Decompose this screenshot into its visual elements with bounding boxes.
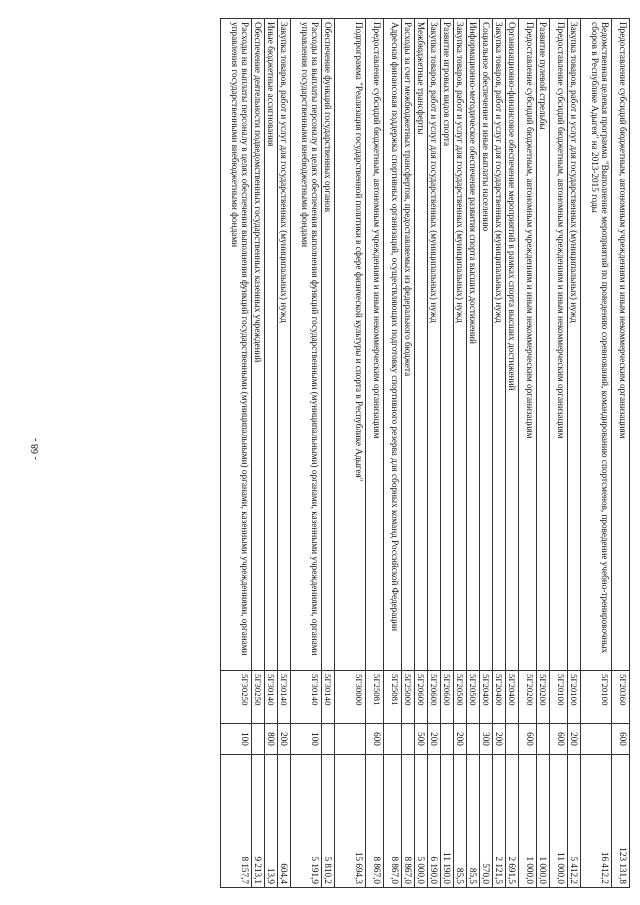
table-row [366,19,384,888]
row-name: Социальное обеспечение и иные выплаты населению [480,19,493,671]
row-type: 800 [265,724,278,755]
row-type [506,724,519,755]
table-row [252,19,265,888]
table-row [581,19,612,888]
row-name: Закупка товаров, работ и услуг для государственных (муниципальных) нужд [454,19,467,671]
row-code: 5Г20360 [612,671,630,724]
row-code: 5Г20200 [519,671,537,724]
row-name: Развитие игровых видов спорта [441,19,454,671]
row-name: Межбюджетные трансферты [415,19,428,671]
table-row [454,19,467,888]
row-type: 200 [493,724,506,755]
row-amount: 11 190,0 [441,755,454,888]
row-code: 5Г30250 [252,671,265,724]
row-amount: 570,0 [480,755,493,888]
table-row [506,19,519,888]
row-amount: 5 000,0 [415,755,428,888]
row-type: 600 [612,724,630,755]
row-code: 5Г20200 [537,671,550,724]
row-name: Закупка товаров, работ и услуг для государственных (муниципальных) нужд [428,19,441,671]
row-type: 200 [428,724,441,755]
row-name: Адресная финансовая поддержка спортивных организаций, осуществляющих подготовку спортивного резерва для сборных команд Российской Федерации [384,19,402,671]
row-amount: 13,9 [265,755,278,888]
row-type [581,724,612,755]
table-row [278,19,291,888]
row-amount: 6 190,0 [428,755,441,888]
table-row [322,19,335,888]
row-name: Подпрограмма "Реализация государственной политики в сфере физической культуры и спорта в Республике Адыгея" [335,19,366,671]
row-name: Расходы за счет межбюджетных трансфертов, предоставляемых из федерального бюджета [402,19,415,671]
row-code: 5Г25081 [366,671,384,724]
row-name: Предоставление субсидий бюджетным, автономным учреждениям и иным некоммерческим организациям [366,19,384,671]
row-name: Предоставление субсидий бюджетным, автономным учреждениям и иным некоммерческим организациям [612,19,630,671]
row-name: Обеспечение деятельности подведомственных государственных казенных учреждений [252,19,265,671]
table-row [550,19,568,888]
row-amount: 5 810,2 [322,755,335,888]
row-code: 5Г30000 [335,671,366,724]
row-name: Развитие пулевой стрельбы [537,19,550,671]
table-row [441,19,454,888]
row-amount: 8 867,0 [402,755,415,888]
row-type [322,724,335,755]
table-row [291,19,322,888]
row-code: 5Г25081 [384,671,402,724]
row-code: 5Г30250 [221,671,252,724]
row-name: Ведомственная целевая программа "Выполнение мероприятий по проведению соревнований, командированию спортсменов, проведение учебно-тренировочных сборов в Республике Адыгея" на 2013-2015 годы [581,19,612,671]
row-code: 5Г30140 [291,671,322,724]
row-type [335,724,366,755]
table-row [612,19,630,888]
table-row [480,19,493,888]
row-code: 5Г20100 [581,671,612,724]
budget-table [220,18,630,888]
row-amount: 8 157,7 [221,755,252,888]
row-type: 600 [550,724,568,755]
table-row [493,19,506,888]
row-name: Предоставление субсидий бюджетным, автономным учреждениям и иным некоммерческим организациям [550,19,568,671]
row-code: 5Г20600 [415,671,428,724]
row-amount: 2 691,5 [506,755,519,888]
row-amount: 123 131,8 [612,755,630,888]
row-amount: 9 213,1 [252,755,265,888]
row-code: 5Г30140 [265,671,278,724]
row-name: Информационно-методическое обеспечение развития спорта высших достижений [467,19,480,671]
row-name: Расходы на выплаты персоналу в целях обеспечения выполнения функций государственными (муниципальными) органами, казенными учреждениями, органами управления государственными внебюджетными фондами [221,19,252,671]
row-type: 300 [480,724,493,755]
row-name: Организационно-финансовое обеспечение мероприятий в рамках спорта высших достижений [506,19,519,671]
row-amount: 16 412,2 [581,755,612,888]
row-type: 200 [568,724,581,755]
row-type [441,724,454,755]
table-row [537,19,550,888]
row-amount: 15 694,3 [335,755,366,888]
row-type [384,724,402,755]
row-code: 5Г30140 [278,671,291,724]
table-row [519,19,537,888]
table-row [221,19,252,888]
row-amount: 1 000,0 [537,755,550,888]
row-name: Обеспечение функций государственных органов [322,19,335,671]
row-code: 5Г20600 [428,671,441,724]
row-name: Закупка товаров, работ и услуг для государственных (муниципальных) нужд [493,19,506,671]
row-name: Расходы на выплаты персоналу в целях обеспечения выполнения функций государственными (муниципальными) органами, казенными учреждениями, органами управления государственными внебюджетными фондами [291,19,322,671]
table-row [415,19,428,888]
row-code: 5Г30140 [322,671,335,724]
page-number: - 68 - [29,438,41,460]
table-row [467,19,480,888]
table-row [384,19,402,888]
row-name: Иные бюджетные ассигнования [265,19,278,671]
row-type: 500 [415,724,428,755]
row-type: 200 [454,724,467,755]
row-code: 5Г20400 [480,671,493,724]
row-type: 200 [278,724,291,755]
table-row [402,19,415,888]
row-type [252,724,265,755]
row-amount: 1 000,0 [519,755,537,888]
row-amount: 604,4 [278,755,291,888]
row-code: 5Г20100 [550,671,568,724]
row-name: Закупка товаров, работ и услуг для государственных (муниципальных) нужд [278,19,291,671]
row-code: 5Г20400 [506,671,519,724]
row-type [402,724,415,755]
row-type: 600 [519,724,537,755]
row-type [537,724,550,755]
row-code: 5Г20400 [493,671,506,724]
table-row [428,19,441,888]
row-name: Предоставление субсидий бюджетным, автономным учреждениям и иным некоммерческим организациям [519,19,537,671]
row-code: 5Г20600 [441,671,454,724]
row-amount: 5 412,2 [568,755,581,888]
row-type [467,724,480,755]
row-code: 5Г25000 [402,671,415,724]
row-amount: 2 121,5 [493,755,506,888]
table-row [568,19,581,888]
table-row [265,19,278,888]
row-type: 600 [366,724,384,755]
row-type: 100 [291,724,322,755]
row-amount: 8 867,0 [366,755,384,888]
table-row [335,19,366,888]
row-amount: 11 000,0 [550,755,568,888]
row-code: 5Г20500 [454,671,467,724]
rotated-page-content [35,18,630,887]
row-amount: 5 191,9 [291,755,322,888]
row-code: 5Г20500 [467,671,480,724]
row-code: 5Г20100 [568,671,581,724]
row-type: 100 [221,724,252,755]
row-amount: 85,5 [467,755,480,888]
row-name: Закупка товаров, работ и услуг для государственных (муниципальных) нужд [568,19,581,671]
row-amount: 8 867,0 [384,755,402,888]
row-amount: 85,5 [454,755,467,888]
